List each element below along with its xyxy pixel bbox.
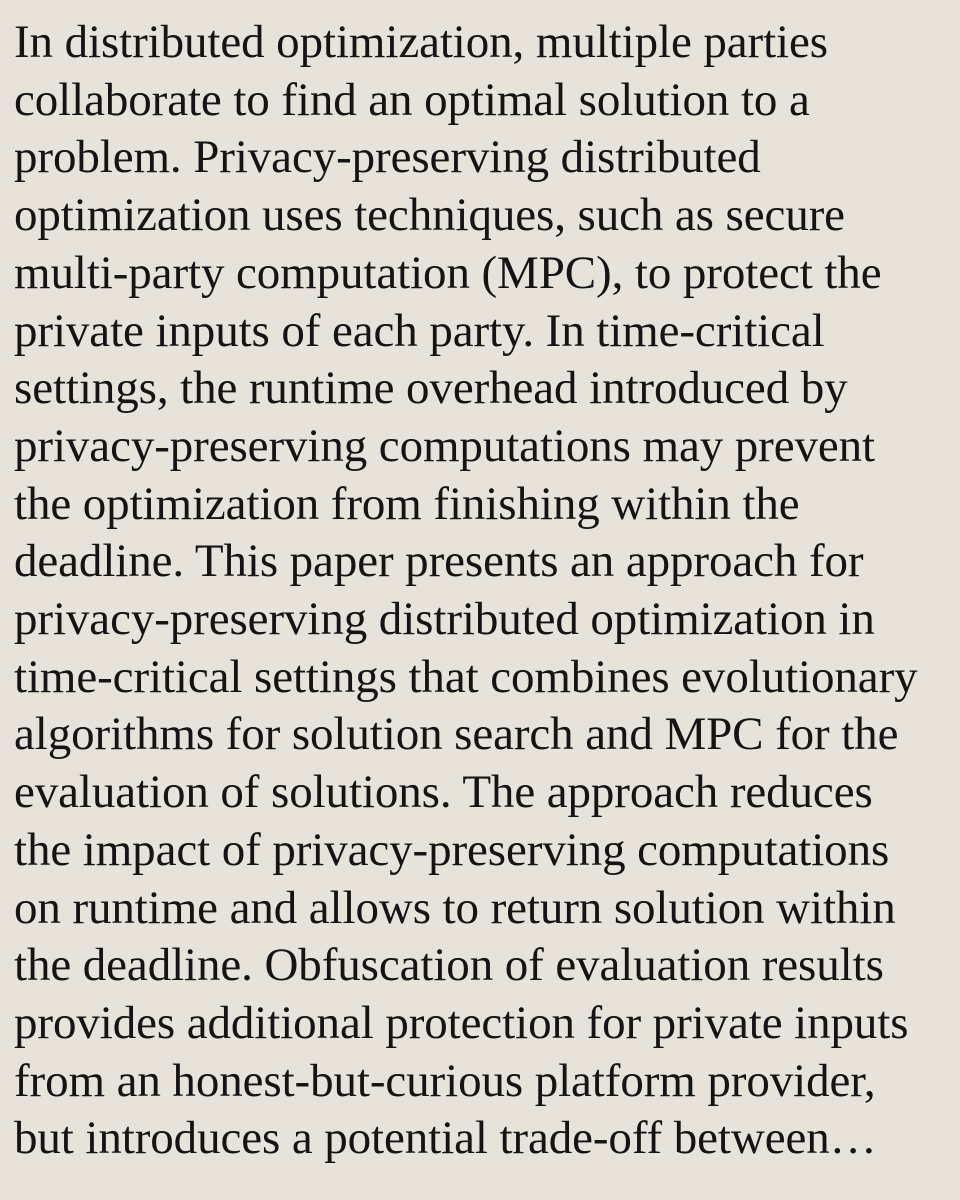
text-line-9: the optimization from finishing within the	[14, 477, 800, 530]
abstract-paragraph	[14, 14, 950, 1168]
text-line-16: on runtime and allows to return solution within	[14, 881, 896, 934]
text-line-13: algorithms for solution search and MPC for the	[14, 708, 899, 761]
text-line-2: collaborate to find an optimal solution to a	[14, 73, 810, 126]
text-line-19: from an honest-but-curious platform provider,	[14, 1054, 876, 1107]
text-line-5: multi-party computation (MPC), to protect the	[14, 246, 882, 299]
text-line-6: private inputs of each party. In time-critical	[14, 304, 825, 357]
text-line-12: time-critical settings that combines evolutionary	[14, 650, 918, 703]
text-line-20: but introduces a potential trade-off between…	[14, 1112, 877, 1165]
text-line-11: privacy-preserving distributed optimization in	[14, 593, 875, 646]
text-line-14: evaluation of solutions. The approach reduces	[14, 766, 873, 819]
text-line-4: optimization uses techniques, such as secure	[14, 189, 845, 242]
text-line-8: privacy-preserving computations may prevent	[14, 419, 876, 472]
text-line-18: provides additional protection for private inputs	[14, 996, 909, 1049]
text-line-10: deadline. This paper presents an approach for	[14, 535, 864, 588]
text-line-17: the deadline. Obfuscation of evaluation results	[14, 939, 884, 992]
text-line-3: problem. Privacy-preserving distributed	[14, 131, 761, 184]
text-line-15: the impact of privacy-preserving computations	[14, 823, 890, 876]
text-line-1: In distributed optimization, multiple parties	[14, 16, 828, 68]
text-line-7: settings, the runtime overhead introduced by	[14, 362, 848, 415]
